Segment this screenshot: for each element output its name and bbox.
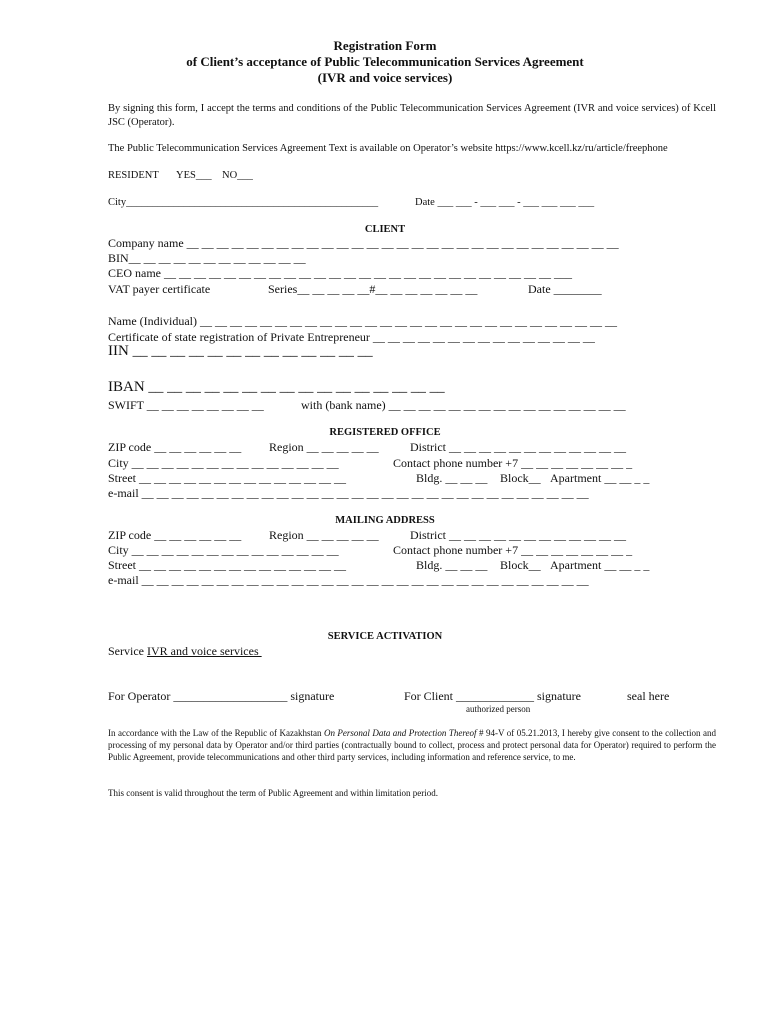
- ro-email-field[interactable]: e-mail __ __ __ __ __ __ __ __ __ __ __ __ __ __ __ __ __ __ __ __ __ __ __ __ __ __ __ __ __ __: [108, 486, 589, 500]
- ro-block-field[interactable]: Block__: [500, 471, 541, 485]
- consent-paragraph: [108, 727, 716, 763]
- vat-date-field[interactable]: Date ________: [528, 282, 602, 296]
- ro-bldg-field[interactable]: Bldg. __ __ __: [416, 471, 488, 485]
- authorized-person-label: authorized person: [466, 704, 531, 714]
- ro-zip-field[interactable]: ZIP code __ __ __ __ __ __: [108, 440, 242, 454]
- individual-name-field[interactable]: Name (Individual) __ __ __ __ __ __ __ __ __ __ __ __ __ __ __ __ __ __ __ __ __ __ __ __ __ __ __ __: [108, 314, 617, 328]
- operator-signature-field[interactable]: For Operator ___________________ signature: [108, 689, 335, 703]
- company-name-field[interactable]: Company name __ __ __ __ __ __ __ __ __ __ __ __ __ __ __ __ __ __ __ __ __ __ __ __ __ __ __ __ __: [108, 236, 619, 250]
- ma-region-field[interactable]: Region __ __ __ __ __: [269, 528, 379, 542]
- seal-label: seal here: [627, 689, 670, 703]
- consent-text-a: In accordance with the Law of the Republic of Kazakhstan: [108, 728, 324, 738]
- ro-phone-field[interactable]: Contact phone number +7 __ __ __ __ __ __ __ _: [393, 456, 633, 470]
- iin-field[interactable]: IIN __ __ __ __ __ __ __ __ __ __ __ __ __: [108, 343, 373, 359]
- resident-yes-field[interactable]: YES___: [176, 170, 212, 181]
- ma-bldg-field[interactable]: Bldg. __ __ __: [416, 558, 488, 572]
- ro-district-field[interactable]: District __ __ __ __ __ __ __ __ __ __ __ __: [410, 440, 626, 454]
- vat-certificate-label: VAT payer certificate: [108, 282, 211, 296]
- ro-street-field[interactable]: Street __ __ __ __ __ __ __ __ __ __ __ __ __ __: [108, 471, 346, 485]
- resident-no-field[interactable]: NO___: [222, 170, 253, 181]
- service-line: [108, 644, 262, 659]
- ma-zip-field[interactable]: ZIP code __ __ __ __ __ __: [108, 528, 242, 542]
- entrepreneur-certificate-field[interactable]: Certificate of state registration of Private Entrepreneur __ __ __ __ __ __ __ __ __ __ __ __ __ __ __: [108, 330, 595, 344]
- ma-city-field[interactable]: City __ __ __ __ __ __ __ __ __ __ __ __ __ __: [108, 543, 339, 557]
- ceo-name-field[interactable]: CEO name __ __ __ __ __ __ __ __ __ __ __ __ __ __ __ __ __ __ __ __ __ __ __ __ __ __ ___: [108, 266, 572, 280]
- service-activation-heading: SERVICE ACTIVATION: [327, 631, 443, 642]
- client-signature-field[interactable]: For Client _____________ signature: [404, 689, 581, 703]
- ma-street-field[interactable]: Street __ __ __ __ __ __ __ __ __ __ __ __ __ __: [108, 558, 346, 572]
- ro-apartment-field[interactable]: Apartment __ __ _ _: [550, 471, 650, 485]
- ma-apartment-field[interactable]: Apartment __ __ _ _: [550, 558, 650, 572]
- date-field[interactable]: Date ___ ___ - ___ ___ - ___ ___ ___ ___: [415, 197, 595, 208]
- ma-email-field[interactable]: e-mail __ __ __ __ __ __ __ __ __ __ __ __ __ __ __ __ __ __ __ __ __ __ __ __ __ __ __ __ __ __: [108, 573, 589, 587]
- service-value: IVR and voice services: [146, 644, 262, 658]
- mailing-address-heading: MAILING ADDRESS: [335, 515, 435, 526]
- consent-validity-text: This consent is valid throughout the term of Public Agreement and within limitation period.: [108, 788, 438, 798]
- resident-label: RESIDENT: [108, 170, 159, 181]
- bank-name-field[interactable]: with (bank name) __ __ __ __ __ __ __ __ __ __ __ __ __ __ __ __: [301, 398, 626, 412]
- consent-law-title: On Personal Data and Protection Thereof: [323, 728, 477, 738]
- service-label: Service: [108, 644, 144, 658]
- registered-office-heading: REGISTERED OFFICE: [329, 427, 441, 438]
- vat-series-field[interactable]: Series__ __ __ __ __#__ __ __ __ __ __ __: [268, 282, 478, 296]
- ro-region-field[interactable]: Region __ __ __ __ __: [269, 440, 379, 454]
- form-title: Registration Form: [333, 38, 437, 53]
- client-heading: CLIENT: [364, 224, 406, 235]
- ma-block-field[interactable]: Block__: [500, 558, 541, 572]
- city-field[interactable]: City________________________________________________: [108, 197, 379, 208]
- form-subtitle-services: (IVR and voice services): [317, 70, 453, 85]
- bin-field[interactable]: BIN__ __ __ __ __ __ __ __ __ __ __ __: [108, 251, 306, 265]
- consent-text-b: # 94-V of 05.21.2013, I hereby give consent to the collection and processing of my personal data by Operator and/or third parties (contractually bound to collect, process and protect personal data for Operator) required to perform the Public Agreement, provide telecommunications and other third party services, including information and reference service, to me.: [108, 728, 717, 762]
- form-subtitle: of Client’s acceptance of Public Telecommunication Services Agreement: [186, 54, 584, 69]
- intro-paragraph: By signing this form, I accept the terms and conditions of the Public Telecommunication Services Agreement (IVR and voice services) of Kcell JSC (Operator).: [108, 103, 716, 128]
- ma-phone-field[interactable]: Contact phone number +7 __ __ __ __ __ __ __ _: [393, 543, 633, 557]
- ma-district-field[interactable]: District __ __ __ __ __ __ __ __ __ __ __ __: [410, 528, 626, 542]
- agreement-website-text: The Public Telecommunication Services Agreement Text is available on Operator’s website https://www.kcell.kz/ru/article/freephone: [108, 143, 668, 154]
- ro-city-field[interactable]: City __ __ __ __ __ __ __ __ __ __ __ __ __ __: [108, 456, 339, 470]
- swift-field[interactable]: SWIFT __ __ __ __ __ __ __ __: [108, 398, 264, 412]
- iban-field[interactable]: IBAN __ __ __ __ __ __ __ __ __ __ __ __ __ __ __ __: [108, 379, 445, 395]
